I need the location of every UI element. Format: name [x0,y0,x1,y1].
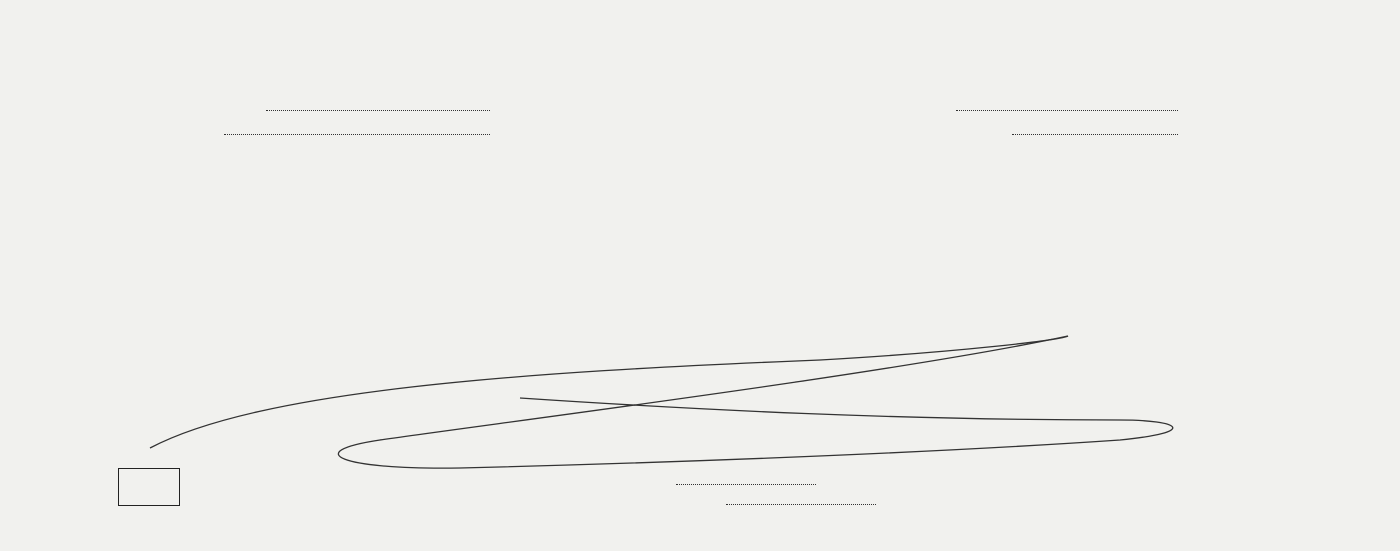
head-signature-line [726,504,876,505]
header-order-number [107,142,153,226]
signature-line [676,484,816,485]
cross-out-scribble-2 [338,336,1172,468]
header-member-number [153,142,181,226]
cross-out-scribble-1 [150,336,1068,448]
stamp-box [118,468,180,506]
